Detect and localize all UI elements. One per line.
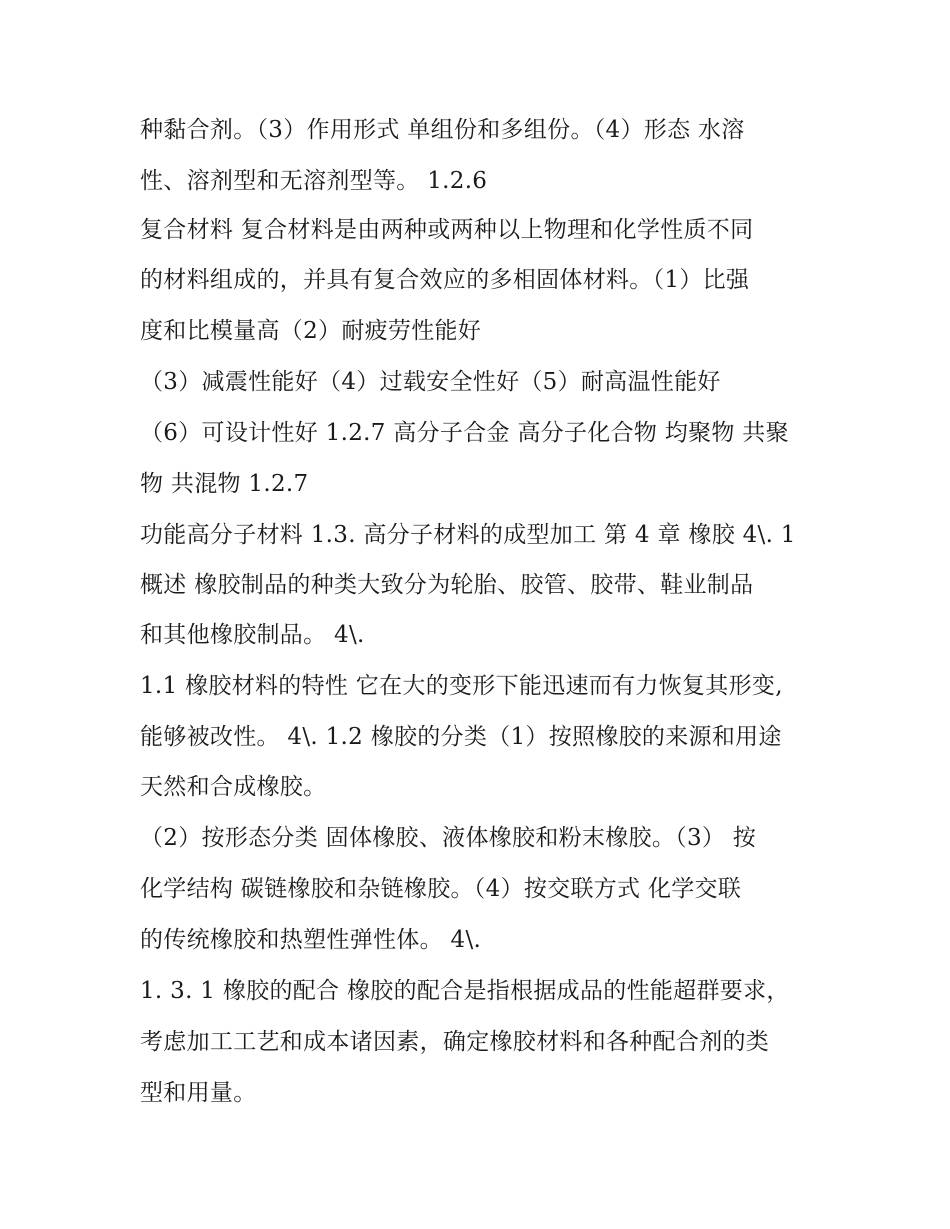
text-line-6: （3）减震性能好（4）过载安全性好（5）耐高温性能好 xyxy=(140,369,721,395)
text-line-18: 1. 3. 1 橡胶的配合 橡胶的配合是指根据成品的性能超群要求， xyxy=(140,978,790,1004)
text-line-11: 和其他橡胶制品。 4\. xyxy=(140,622,365,648)
text-line-20: 型和用量。 xyxy=(140,1080,257,1106)
text-line-13: 能够被改性。 4\. 1.2 橡胶的分类（1）按照橡胶的来源和用途 xyxy=(140,724,782,750)
text-line-12: 1.1 橡胶材料的特性 它在大的变形下能迅速而有力恢复其形变, xyxy=(140,673,783,699)
text-line-3: 复合材料 复合材料是由两种或两种以上物理和化学性质不同 xyxy=(140,217,754,243)
text-line-17: 的传统橡胶和热塑性弹性体。 4\. xyxy=(140,927,482,953)
text-line-1: 种黏合剂。（3）作用形式 单组份和多组份。（4）形态 水溶 xyxy=(140,117,745,143)
text-line-7: （6）可设计性好 1.2.7 高分子合金 高分子化合物 均聚物 共聚 xyxy=(140,420,789,446)
text-line-5: 度和比模量高（2）耐疲劳性能好 xyxy=(140,318,482,344)
text-line-9: 功能高分子材料 1.3. 高分子材料的成型加工 第 4 章 橡胶 4\. 1 xyxy=(140,522,796,548)
text-line-15: （2）按形态分类 固体橡胶、液体橡胶和粉末橡胶。（3） 按 xyxy=(140,825,757,851)
text-line-4: 的材料组成的，并具有复合效应的多相固体材料。（1）比强 xyxy=(140,267,750,293)
text-line-14: 天然和合成橡胶。 xyxy=(140,774,327,800)
text-line-2: 性、溶剂型和无溶剂型等。 1.2.6 xyxy=(140,168,488,194)
text-line-10: 概述 橡胶制品的种类大致分为轮胎、胶管、胶带、鞋业制品 xyxy=(140,572,754,598)
text-line-19: 考虑加工工艺和成本诸因素，确定橡胶材料和各种配合剂的类 xyxy=(140,1029,770,1055)
text-line-16: 化学结构 碳链橡胶和杂链橡胶。（4）按交联方式 化学交联 xyxy=(140,876,742,902)
text-line-8: 物 共混物 1.2.7 xyxy=(140,471,309,497)
